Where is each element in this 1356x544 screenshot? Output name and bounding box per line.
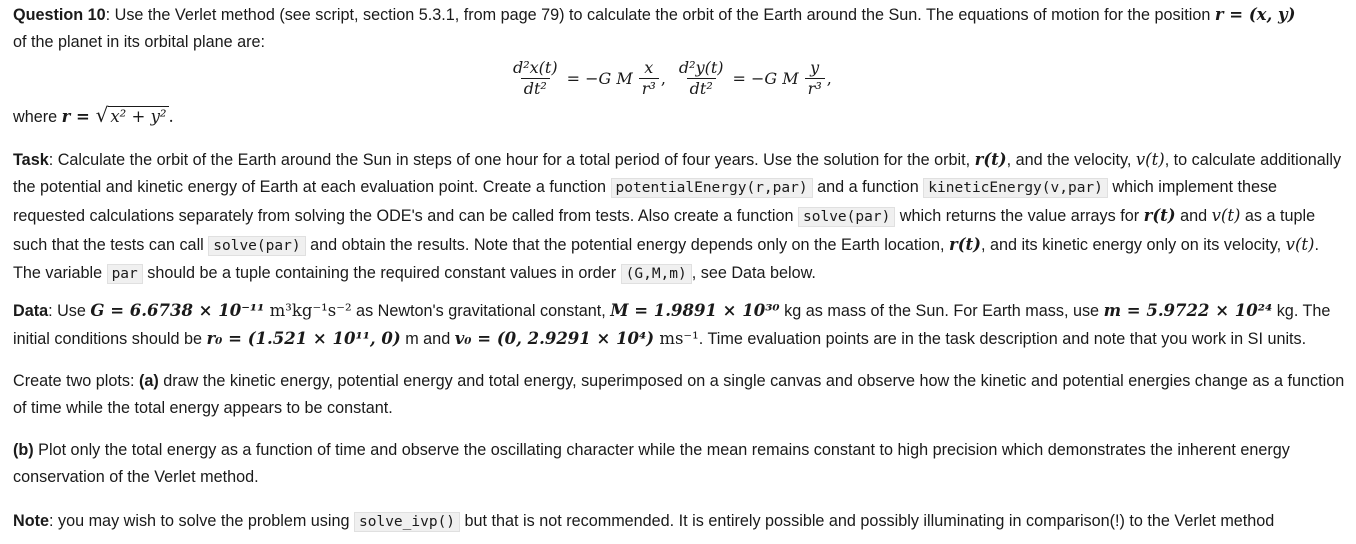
fraction-x-r3: $\frac{x}{\text{r³}}$ [639,58,659,99]
task-text-9: and obtain the results. Note that the potential energy depends only on the Earth location, [305,236,950,254]
task-text-3: , to calculate additionally the potential and kinetic energy of Earth at each evaluation point. Create a function [13,151,1342,196]
task-text-5: which implement these requested calculations separately from solving the ODE's and can be called from tests. Also create a function [13,178,1278,225]
code-par: par [107,264,143,284]
code-solve: solve(par) [798,207,895,227]
task-paragraph [13,146,1348,288]
question-paragraph [13,1,1348,56]
task-text-11: . The variable [13,236,1319,282]
plot-a-text: draw the kinetic energy, potential energy and total energy, superimposed on a single canvas and observe how the kinetic and potential energies change as a function of time while the total energy appears to be constant. [13,372,1345,417]
data-text-3: kg as mass of the Sun. For Earth mass, use [779,302,1104,320]
task-text-7: and [1175,207,1212,225]
task-text-6: which returns the value arrays for [895,207,1144,225]
sun-mass: M = 1.9891 × 10³⁰ [610,301,780,320]
question-intro-continued: of the planet in its orbital plane are: [13,33,265,51]
eq-comma-1: , [660,68,666,88]
initial-position: r₀ = (1.521 × 10¹¹, 0) [206,329,401,348]
equals-gm-2: = −G M [732,68,799,88]
code-potential-energy: potentialEnergy(r,par) [611,178,813,198]
initial-velocity: v₀ = (0, 2.9291 × 10⁴) [454,329,655,348]
plots-paragraph-a [13,368,1348,422]
task-text-2: , and the velocity, [1006,151,1136,169]
position-vector: r = (x, y) [1214,5,1296,24]
orbit-rt-3: r(t) [949,235,981,254]
plots-paragraph-b [13,437,1348,491]
sqrt-expression [96,102,169,130]
radicand: x² + y² [110,107,167,126]
task-text-1: : Calculate the orbit of the Earth around the Sun in steps of one hour for a total period of four years. Use the solution for the orbit, [48,151,975,169]
orbit-rt-2: r(t) [1143,206,1176,225]
velocity-vt: v(t) [1135,150,1165,169]
data-text-1: : Use [48,302,91,320]
task-text-13: , see Data below. [691,264,816,282]
fraction-y-r3: $\frac{y}{\text{r³}}$ [805,58,825,99]
code-kinetic-energy: kineticEnergy(v,par) [923,178,1108,198]
task-text-12: should be a tuple containing the required constant values in order [142,264,621,282]
task-heading: Task [13,151,49,169]
plot-b-text: Plot only the total energy as a function of time and observe the oscillating character while the mean remains constant to high precision which demonstrates the inherent energy conservation of the Verlet method. [13,441,1290,486]
eq-comma-2: , [826,68,832,88]
where-period: . [168,107,174,126]
g-unit: m³kg⁻¹s⁻² [264,301,352,320]
code-solve-ivp: solve_ivp() [354,512,460,532]
note-text-2: but that is not recommended. It is entirely possible and possibly illuminating in comparison(!) to the Verlet method [460,512,1275,530]
where-label: where [13,108,62,126]
question-heading: Question 10 [13,6,106,24]
fraction-d2y: $\frac{\text{d²y(t)}}{\text{dt²}}$ [678,57,724,98]
data-paragraph [13,297,1348,353]
data-text-4: kg. The initial conditions should be [13,302,1331,348]
plots-intro: Create two plots: [13,372,139,390]
note-text-1: : you may wish to solve the problem using [48,512,354,530]
velocity-vt-2: v(t) [1211,206,1241,225]
question-intro: : Use the Verlet method (see script, section 5.3.1, from page 79) to calculate the orbit of the Earth around the Sun. The equations of motion for the position [105,6,1215,24]
task-text-10: , and its kinetic energy only on its velocity, [980,236,1286,254]
data-text-7: . Time evaluation points are in the task description and note that you work in SI units. [698,330,1307,348]
note-paragraph [13,508,1348,536]
note-heading: Note [13,512,49,530]
gravitational-constant: G = 6.6738 × 10⁻¹¹ [90,301,265,320]
equations-of-motion [506,54,832,102]
fraction-d2x: $\frac{\text{d²x(t)}}{\text{dt²}}$ [513,57,558,98]
data-text-5: m and [400,330,455,348]
r-definition: r = [61,107,96,126]
code-gmm: (G,M,m) [621,264,692,284]
earth-mass: m = 5.9722 × 10²⁴ [1103,301,1273,320]
radical-sign: √ [95,103,109,127]
data-heading: Data [13,302,49,320]
plot-b-label: (b) [13,441,34,459]
orbit-rt: r(t) [974,150,1007,169]
velocity-vt-3: v(t) [1285,235,1315,254]
velocity-unit: ms⁻¹ [654,329,699,348]
code-solve-2: solve(par) [208,236,305,256]
where-line [13,102,1348,131]
task-text-8: as a tuple such that the tests can call [13,207,1316,254]
equals-gm-1: = −G M [566,68,633,88]
data-text-2: as Newton's gravitational constant, [351,302,611,320]
task-text-4: and a function [812,178,924,196]
plot-a-label: (a) [138,372,159,390]
